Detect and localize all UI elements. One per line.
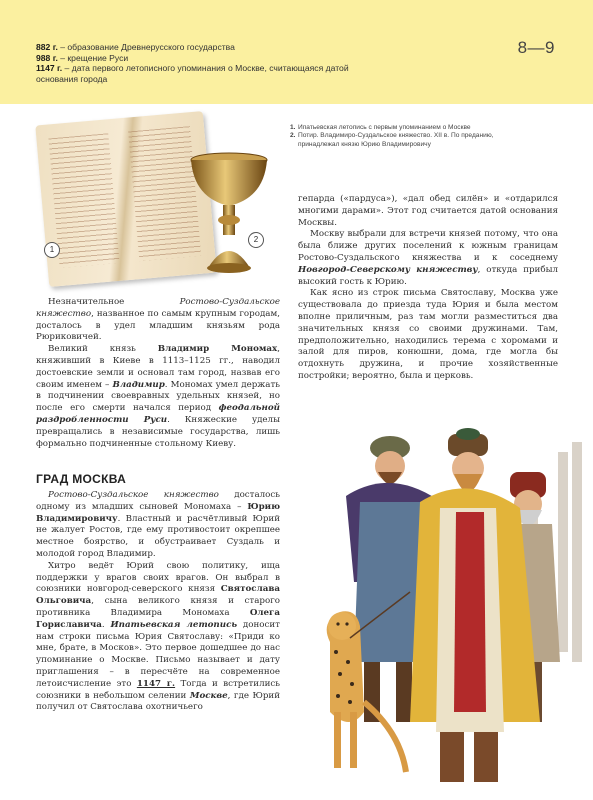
timeline-year: 988 г.: [36, 52, 58, 63]
text-run: Новгород-Северскому княжеству: [298, 264, 478, 275]
text-run: . Княжеские уделы превращались в независимые государства, лишь формально подчиненные стольному Киеву.: [36, 414, 280, 449]
timeline-item: [36, 42, 366, 53]
timeline-text: – крещение Руси: [57, 52, 129, 63]
paragraph: [36, 344, 280, 450]
text-run: Ростово-Суздальское княжество: [48, 490, 219, 500]
paragraph: [36, 490, 280, 561]
text-run: Олега Гориславича: [36, 607, 280, 630]
timeline: [36, 42, 366, 84]
caption-item: [290, 124, 520, 132]
text-run: , названное по самым крупным городам, досталось в удел младшим князьям рода Рюриковичей.: [36, 308, 280, 343]
header-band: [0, 0, 593, 104]
caption-text: Ипатьевская летопись с первым упоминанием о Москве: [298, 124, 471, 131]
illustration-badge-2: 2: [248, 232, 264, 248]
text-run: Незначительное: [48, 297, 180, 307]
text-run: 1147 г.: [136, 678, 176, 689]
paragraph: [36, 561, 280, 714]
section-heading: ГРАД МОСКВА: [36, 472, 127, 486]
page-number: 8—9: [517, 38, 555, 57]
text-run: Владимир: [112, 379, 165, 390]
text-run: гепарда («пардуса»), «дал обед силён» и «отдарился многими дарами». Этот год считается датой основания Москвы.: [298, 194, 558, 228]
illustration-captions: [290, 124, 520, 149]
timeline-year: 882 г.: [36, 42, 58, 52]
paragraph: [298, 194, 558, 229]
text-run: , сына великого князя и старого противника Владимира Мономаха: [36, 596, 280, 618]
caption-text: Потир. Владимиро-Суздальское княжество. XII в. По преданию, принадлежал князю Юрию Владимировичу: [298, 132, 494, 148]
caption-number: 1.: [290, 124, 296, 131]
column-2-body: [298, 194, 558, 383]
text-run: досталось одному из младших сыновей Мономаха –: [36, 490, 280, 512]
column-1-body: [36, 490, 280, 714]
timeline-item: [36, 53, 366, 64]
text-run: доносит нам строки письма Юрия Святославу: «Приди ко мне, брате, в Москов». Это первое дошедшее до нас упоминание о Москве. Письмо называет и дату приглашения – в пересчёте на современное летоисчисление это: [36, 619, 280, 689]
text-run: . Властный и расчётливый Юрий не жалует Ростов, где ему противостоит окрепшее местное боярство, и обустраивает Суздаль и молодой город Владимир.: [36, 513, 280, 559]
text-run: , откуда прибыл высокий гость к Юрию.: [298, 264, 558, 287]
text-run: Великий князь: [48, 344, 158, 355]
text-run: Как ясно из строк письма Святославу, Москва уже существовала до приезда туда Юрия и была местом вполне приличным, раз там могли разместиться два значительных князя со своими дружинами. Там, предположительно, находились терема с хоромами и залой для пиров, конюшни, дома, где могла бы отдохнуть дружина, и прочие хозяйственные постройки; вероятно, была и церковь.: [298, 288, 558, 381]
text-run: Москве: [189, 690, 228, 701]
text-run: . Мономах умел держать в подчинении своевравных удельных князей, но после его смерти начался период: [36, 379, 280, 414]
text-run: Ростово-Суздальское княжество: [36, 297, 280, 319]
text-run: , княживший в Киеве в 1113–1125 гг., наводил достоевские земли и основал там город, назвав его своим именем –: [36, 344, 280, 390]
text-run: Ипатьевская летопись: [110, 619, 238, 630]
timeline-year: 1147 г.: [36, 63, 63, 74]
paragraph: [298, 229, 558, 288]
column-1-intro: [36, 297, 280, 450]
caption-item: [290, 132, 520, 149]
princes-with-cheetah-illustration: [290, 412, 590, 800]
timeline-item: [36, 63, 366, 84]
paragraph: [298, 288, 558, 382]
caption-number: 2.: [290, 132, 296, 140]
timeline-text: – образование Древнерусского государства: [57, 42, 235, 52]
chalice-image: [188, 150, 270, 274]
illustration-badge-1: 1: [44, 242, 60, 258]
timeline-text: – дата первого летописного упоминания о Москве, считающаяся датой основания города: [36, 63, 349, 84]
text-run: Хитро ведёт Юрий свою политику, ища поддержки у врагов своих врагов. Он выбрал в союзники новгород-северского князя: [36, 560, 280, 595]
paragraph: [36, 297, 280, 344]
text-run: Москву выбрали для встречи князей потому, что она была ближе других поселений к южным границам Ростово-Суздальского княжества и к соседнему: [298, 229, 558, 263]
text-run: Владимир Мономах: [157, 344, 278, 355]
text-run: феодальной раздробленности Руси: [36, 403, 280, 425]
text-run: .: [101, 619, 111, 630]
text-run: Святослава Ольговича: [36, 584, 280, 607]
text-run: Юрию Владимировичу: [36, 501, 280, 524]
text-run: , где Юрий получил от Святослава охотничьего: [36, 690, 280, 713]
text-run: Тогда и встретились союзники в небольшом селении: [36, 678, 281, 701]
